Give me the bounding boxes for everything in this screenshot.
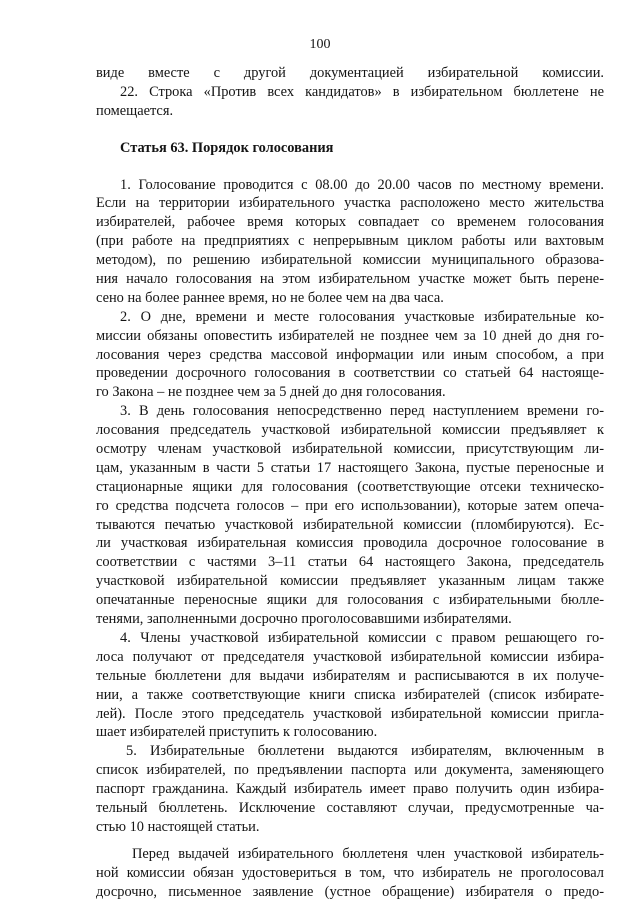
- intro-line-3: помещается.: [96, 102, 174, 119]
- spacer: [96, 158, 604, 176]
- paragraph-line: досрочно, письменное заявление (устное обращение) избирателя о предо-: [96, 883, 604, 900]
- paragraph-line: тенями, заполненными досрочно проголосовавшими избирателями.: [96, 611, 512, 628]
- paragraph-line: миссии обязаны оповестить избирателей не позднее чем за 10 дней до дня го-: [96, 327, 604, 344]
- paragraph-line: стационарные ящики для голосования (соответствующие отсеки техническо-: [96, 478, 604, 495]
- paragraph-line: тываются печатью участковой избирательной комиссии (пломбируются). Ес-: [96, 516, 604, 533]
- paragraph-line: 3. В день голосования непосредственно перед наступлением времени го-: [120, 403, 604, 420]
- paragraph-line: шает избирателей приступить к голосованию.: [96, 724, 378, 741]
- paragraph-line: ния начало голосования на этом избирательном участке может быть перене-: [96, 271, 604, 288]
- paragraph-line: 4. Члены участковой избирательной комиссии с правом решающего го-: [120, 629, 604, 646]
- paragraph-line: тельный бюллетень. Исключение составляют случаи, предусмотренные ча-: [96, 799, 604, 816]
- paragraph-line: опечатанные переносные ящики для голосования с избирательными бюлле-: [96, 592, 604, 609]
- paragraph-line: Если на территории избирательного участка расположено место жительства: [96, 195, 604, 212]
- intro-line-2: 22. Строка «Против всех кандидатов» в избирательном бюллетене не: [120, 83, 604, 100]
- paragraph-line: 5. Избирательные бюллетени выдаются избирателям, включенным в: [126, 743, 604, 760]
- paragraph-line: осмотру членам участковой избирательной комиссии, присутствующим ли-: [96, 441, 604, 458]
- paragraph-2: [96, 308, 604, 402]
- paragraph-4: [96, 629, 604, 742]
- spacer: [96, 837, 604, 845]
- paragraph-line: лей). После этого председатель участковой избирательной комиссии пригла-: [96, 705, 604, 722]
- paragraph-line: методом), по решению избирательной комиссии муниципального образова-: [96, 252, 604, 269]
- page-number: 100: [309, 37, 331, 52]
- paragraph-line: лосования председатель участковой избирательной комиссии предъявляет к: [96, 422, 604, 439]
- intro-line-1: виде вместе с другой документацией избирательной комиссии.: [96, 65, 604, 81]
- paragraph-line: (при работе на предприятиях с непрерывным циклом работы или вахтовым: [96, 233, 604, 250]
- paragraph-line: лосования через средства массовой информации или иным способом, а при: [96, 346, 604, 363]
- paragraph-3: [96, 402, 604, 629]
- paragraph-line: лоса получают от председателя участковой избирательной комиссии избира-: [96, 648, 604, 665]
- paragraph-line: сено на более раннее время, но не более чем на два часа.: [96, 289, 444, 306]
- paragraph-line: 2. О дне, времени и месте голосования участковые избирательные ко-: [120, 308, 604, 325]
- paragraph-line: паспорт гражданина. Каждый избиратель имеет право получить один избира-: [96, 781, 604, 798]
- paragraph-line: соответствии с частями 3–11 статьи 64 настоящего Закона, председатель: [96, 554, 604, 571]
- paragraph-line: го средства подсчета голосов – при его использовании), которые затем опеча-: [96, 497, 604, 514]
- paragraph-line: ли участковая избирательная комиссия проводила досрочное голосование в: [96, 535, 604, 552]
- paragraph-line: стью 10 настоящей статьи.: [96, 818, 260, 835]
- paragraph-5: [96, 742, 604, 836]
- paragraph-line: список избирателей, по предъявлении паспорта или документа, заменяющего: [96, 762, 604, 779]
- paragraph-line: 1. Голосование проводится с 08.00 до 20.00 часов по местному времени.: [120, 176, 604, 193]
- paragraph-line: го Закона – не позднее чем за 5 дней до дня голосования.: [96, 384, 446, 401]
- article-title: Статья 63. Порядок голосования: [120, 139, 334, 156]
- spacer: [96, 121, 604, 139]
- paragraph-6: [96, 845, 604, 902]
- paragraph-line: избирателей, рабочее время которых совпадает со временем голосования: [96, 214, 604, 231]
- paragraph-line: участковой избирательной комиссии предъявляет указанным лицам также: [96, 573, 604, 590]
- paragraph-line: тельные бюллетени для выдачи избирателям и расписываются в их получе-: [96, 667, 604, 684]
- paragraph-line: проведении досрочного голосования в соответствии со статьей 64 настояще-: [96, 365, 604, 382]
- paragraph-1: [96, 176, 604, 308]
- paragraph-line: цам, указанным в части 5 статьи 17 настоящего Закона, пустые переносные и: [96, 459, 604, 476]
- document-body: [96, 64, 604, 901]
- paragraph-line: Перед выдачей избирательного бюллетеня член участковой избиратель-: [132, 845, 604, 862]
- paragraph-line: нии, а также соответствующие книги списка избирателей (список избирате-: [96, 686, 604, 703]
- paragraph-line: ной комиссии обязан удостовериться в том, что избиратель не проголосовал: [96, 864, 604, 881]
